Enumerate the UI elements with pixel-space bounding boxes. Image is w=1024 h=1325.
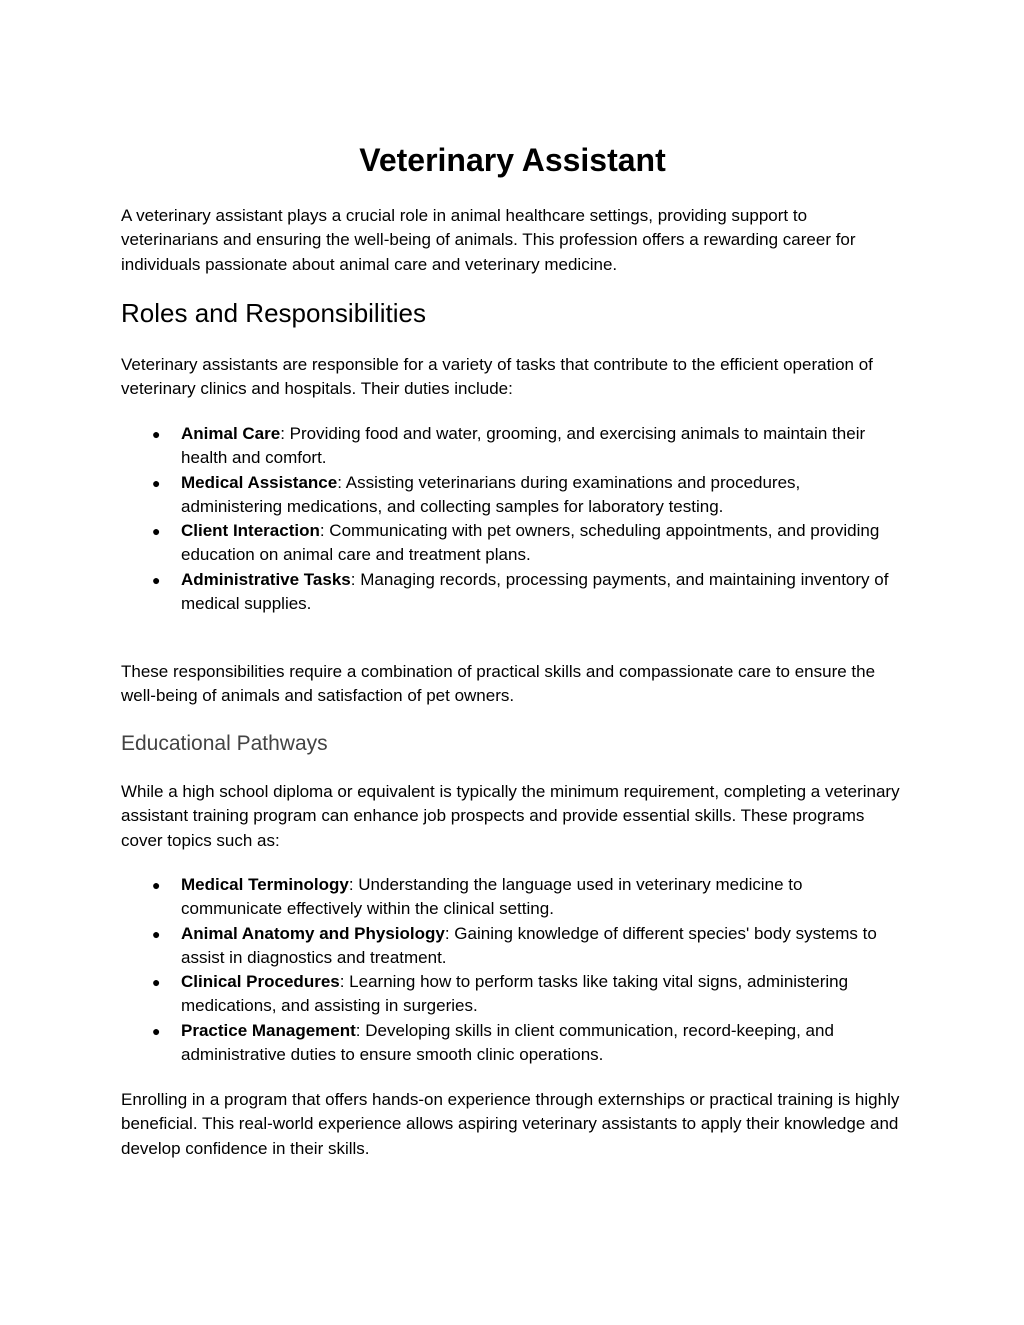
bullet-icon: ●: [152, 571, 161, 588]
list-item: [121, 568, 904, 617]
list-item-text: : Developing skills in client communication, record-keeping, and administrative duties to ensure smooth clinic operations.: [181, 1020, 834, 1065]
bullet-icon: ●: [152, 474, 161, 491]
bullet-icon: ●: [152, 974, 161, 991]
list-item-term: Medical Terminology: [181, 875, 349, 894]
bullet-icon: ●: [152, 1022, 161, 1039]
list-item: [121, 873, 904, 922]
list-item-term: Clinical Procedures: [181, 972, 340, 992]
bullet-icon: ●: [152, 426, 161, 442]
education-list-block: [121, 873, 904, 1067]
roles-closing-block: [121, 660, 904, 709]
roles-list-block: [121, 422, 904, 616]
education-section: [121, 730, 904, 758]
list-item: [121, 1019, 904, 1068]
roles-heading: Roles and Responsibilities: [121, 298, 426, 328]
list-item: [121, 970, 904, 1019]
document-title: Veterinary Assistant: [359, 142, 666, 178]
list-item-text: : Gaining knowledge of different species' body systems to assist in diagnostics and treatment.: [181, 923, 877, 967]
list-item-term: Practice Management: [181, 1020, 356, 1040]
list-item: [121, 519, 904, 568]
intro-paragraph: A veterinary assistant plays a crucial role in animal healthcare settings, providing support to veterinarians and ensuring the well-being of animals. This profession offers a rewarding career for individuals passionate about animal care and veterinary medicine.: [121, 206, 856, 274]
bullet-icon: ●: [152, 877, 161, 893]
list-item-text: : Communicating with pet owners, scheduling appointments, and providing education on animal care and treatment plans.: [181, 521, 880, 565]
list-item-term: Animal Care: [181, 424, 281, 443]
bullet-icon: ●: [152, 925, 161, 942]
list-item-term: Administrative Tasks: [181, 569, 351, 589]
list-item: [121, 471, 904, 520]
education-lead-paragraph: While a high school diploma or equivalent is typically the minimum requirement, completing a veterinary assistant training program can enhance job prospects and provide essential skills. These programs cover topics such as:: [121, 782, 900, 850]
roles-section: [121, 297, 904, 329]
list-item: [121, 922, 904, 971]
list-item-term: Animal Anatomy and Physiology: [181, 923, 445, 943]
list-item-term: Medical Assistance: [181, 472, 338, 492]
list-item-text: : Assisting veterinarians during examinations and procedures, administering medications, and collecting samples for laboratory testing.: [181, 472, 801, 516]
list-item-text: : Providing food and water, grooming, and exercising animals to maintain their health and comfort.: [181, 424, 866, 468]
list-item: [121, 422, 904, 471]
roles-lead-paragraph: Veterinary assistants are responsible for a variety of tasks that contribute to the efficient operation of veterinary clinics and hospitals. Their duties include:: [121, 355, 873, 399]
roles-closing-paragraph: These responsibilities require a combination of practical skills and compassionate care to ensure the well-being of animals and satisfaction of pet owners.: [121, 662, 876, 706]
education-list: [121, 873, 904, 1067]
education-closing-block: [121, 1088, 904, 1161]
education-closing-paragraph: Enrolling in a program that offers hands-on experience through externships or practical training is highly beneficial. This real-world experience allows aspiring veterinary assistants to apply their knowledge and develop confidence in their skills.: [121, 1090, 900, 1158]
list-item-text: : Managing records, processing payments, and maintaining inventory of medical supplies.: [181, 569, 889, 614]
bullet-icon: ●: [152, 523, 161, 540]
list-item-text: : Understanding the language used in veterinary medicine to communicate effectively within the clinical setting.: [181, 875, 803, 919]
education-lead-block: [121, 780, 904, 853]
roles-list: [121, 422, 904, 616]
list-item-term: Client Interaction: [181, 521, 320, 541]
list-item-text: : Learning how to perform tasks like taking vital signs, administering medications, and assisting in surgeries.: [181, 972, 849, 1016]
education-heading: Educational Pathways: [121, 732, 328, 755]
roles-lead-block: [121, 353, 904, 402]
